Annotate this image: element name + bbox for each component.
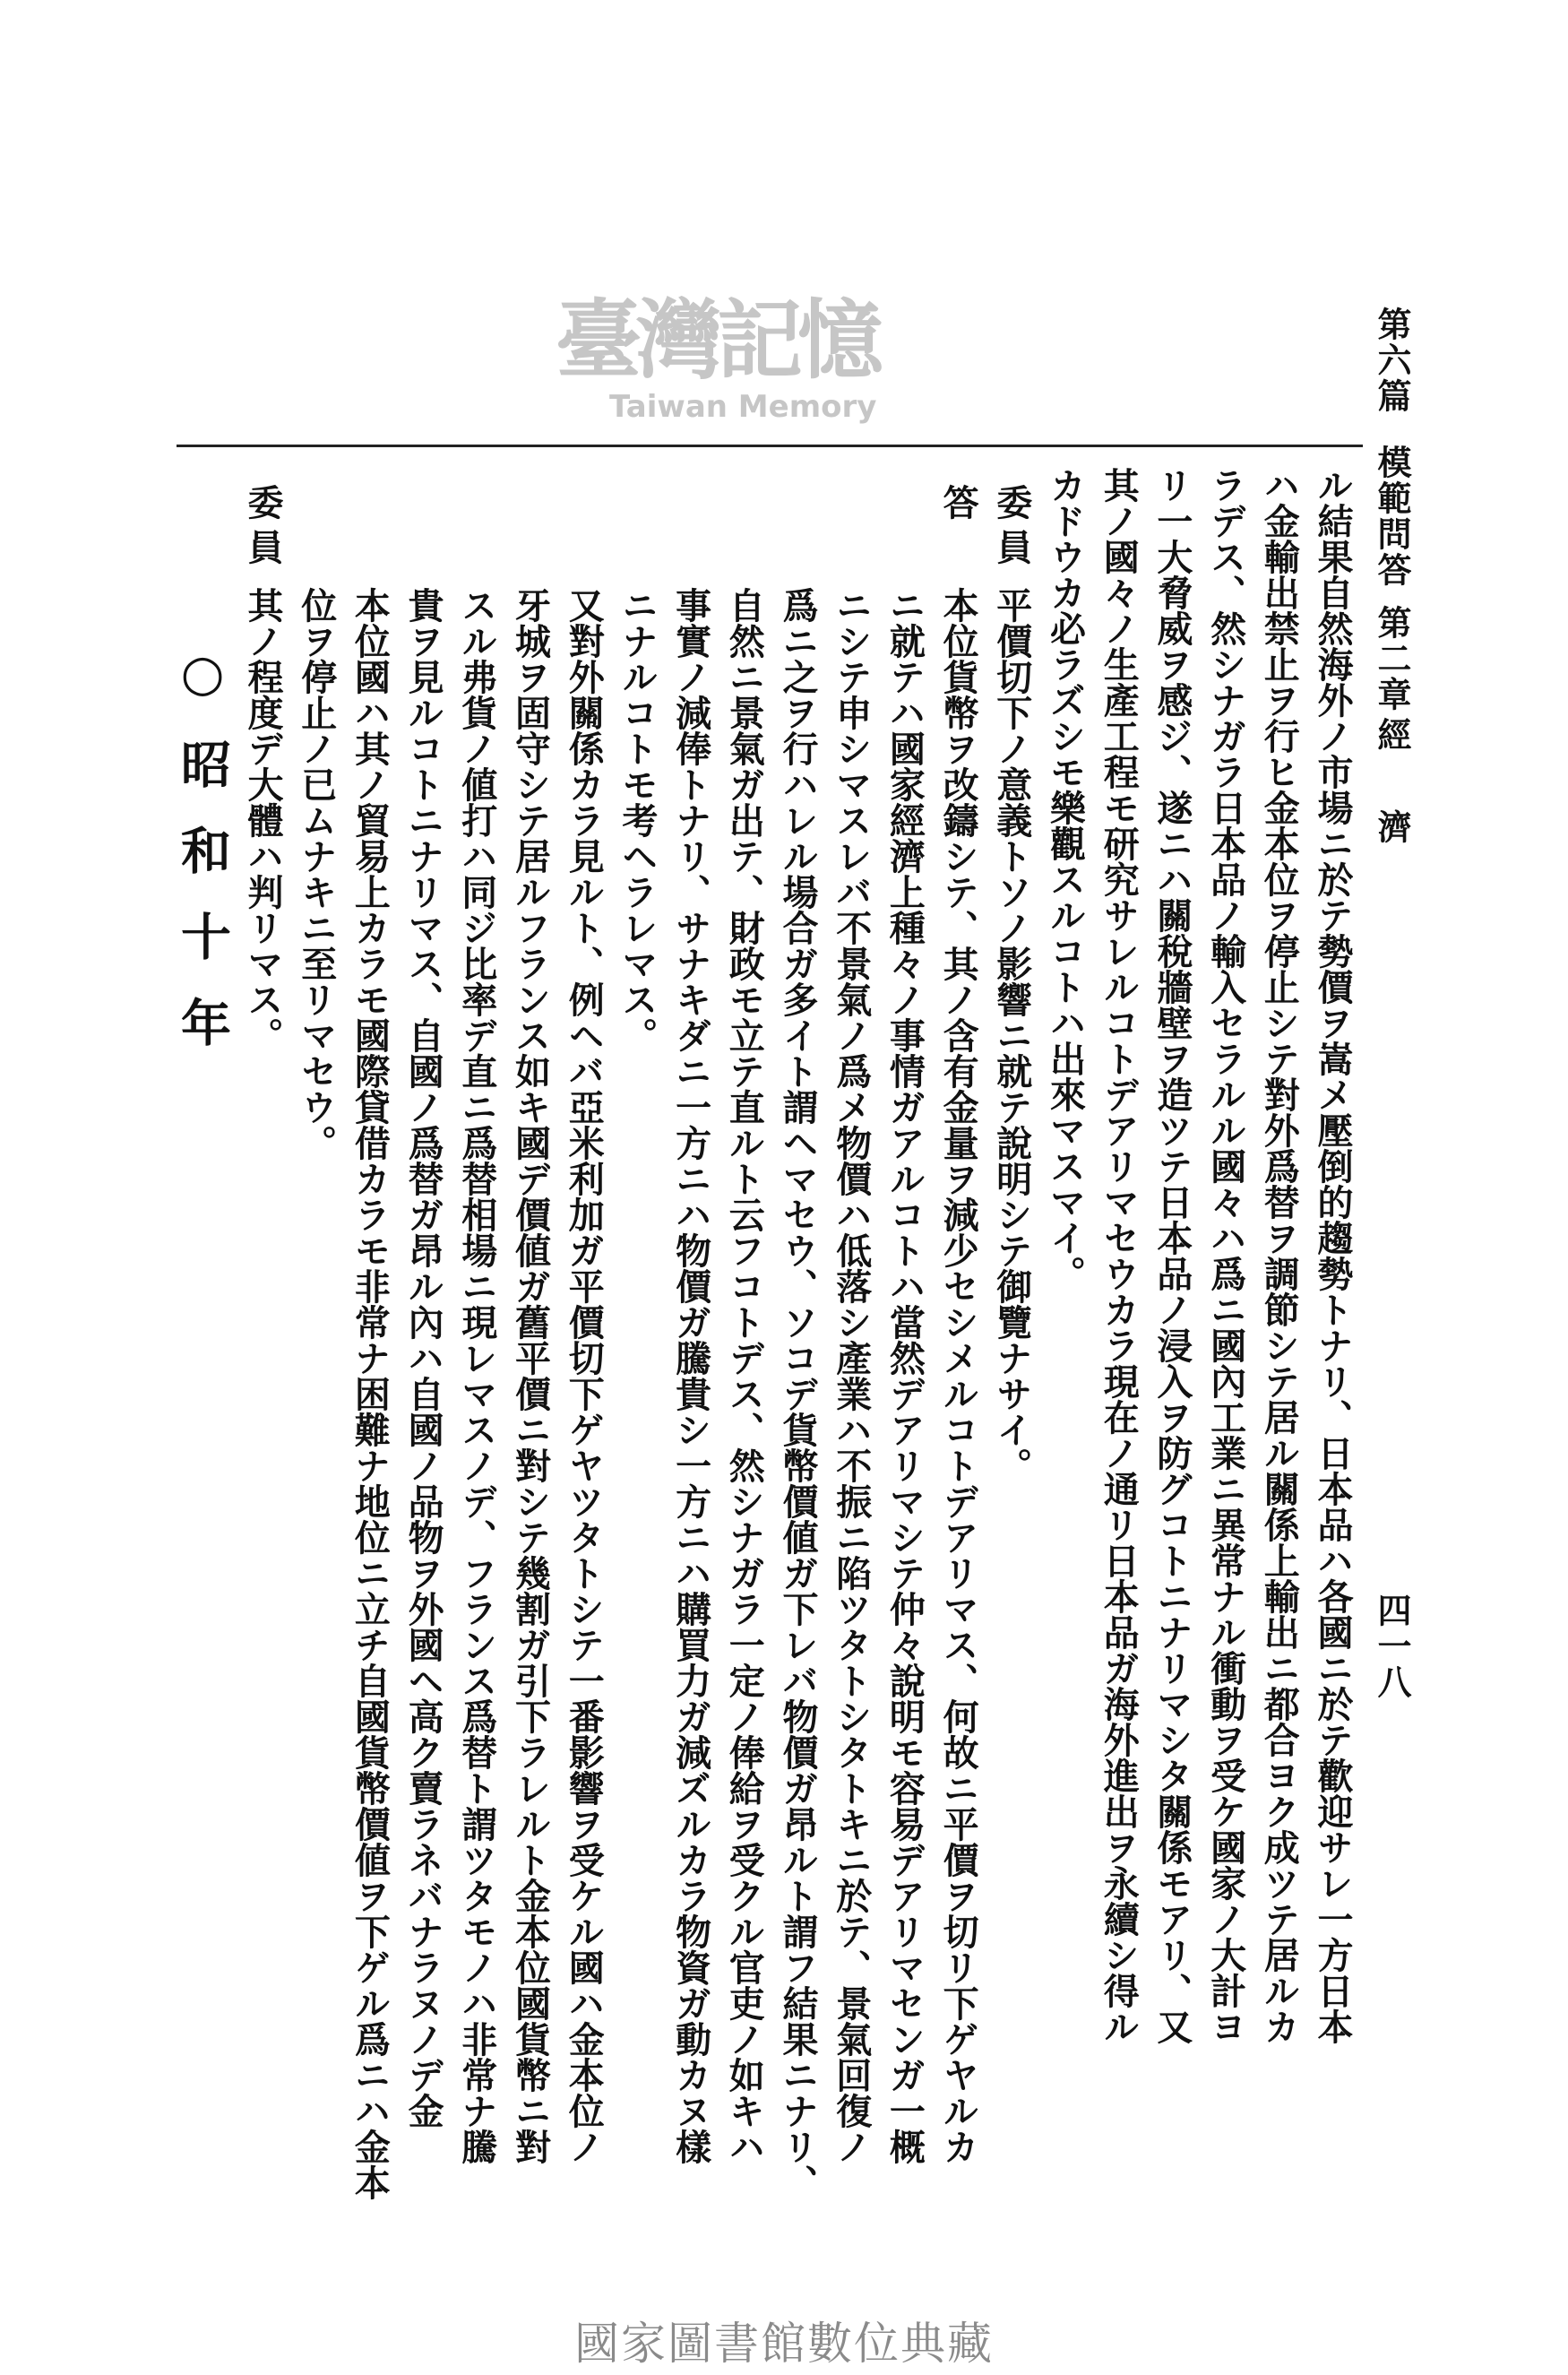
text-column: 事實ノ減俸トナリ、サナキダニ一方ニハ物價ガ騰貴シ一方ニハ購買力ガ減ズルカラ物資ガ動カヌ樣: [669, 587, 712, 2164]
header-topic-1: 經: [1372, 717, 1412, 753]
text-column: 貴ヲ見ルコトニナリマス、自國ノ爲替ガ昂ル內ハ自國ノ品物ヲ外國ヘ高ク賣ラネバナラヌノデ金: [402, 587, 445, 2129]
text-column: 本位國ハ其ノ貿易上カラモ國際貸借カラモ非常ナ困難ナ地位ニ立チ自國貨幣價値ヲ下ゲル爲ニハ金本: [349, 587, 392, 2200]
text-column: ハ金輸出禁止ヲ行ヒ金本位ヲ停止シテ對外爲替ヲ調節シテ居ル關係上輸出ニ都合ヨク成ツテ居ルカ: [1258, 467, 1301, 2044]
text-column: カドウカ必ラズシモ樂觀スルコトハ出來マスマイ。: [1044, 467, 1087, 1291]
logo-en: Taiwan Memory: [609, 389, 877, 425]
text-column: 又對外關係カラ見ルト、例ヘバ亞米利加ガ平價切下ゲヤツタトシテ一番影響ヲ受ケル國ハ金本位ノ: [563, 587, 606, 2164]
text-column: 自然ニ景氣ガ出テ、財政モ立テ直ルト云フコトデス、然シナガラ一定ノ俸給ヲ受クル官吏ノ如キハ: [723, 587, 766, 2164]
text-column: 其ノ程度デ大體ハ判リマス。: [242, 587, 284, 1053]
text-column: ニシテ申シマスレバ不景氣ノ爲メ物價ハ低落シ產業ハ不振ニ陷ツタトシタトキニ於テ、景氣回復ノ: [830, 587, 873, 2164]
logo-cjk: 臺灣記憶: [556, 289, 878, 391]
text-column: スル弗貨ノ値打ハ同ジ比率デ直ニ爲替相場ニ現レマスノデ、フランス爲替ト謂ツタモノハ非常ナ騰: [455, 587, 498, 2164]
text-column: 本位貨幣ヲ改鑄シテ、其ノ含有金量ヲ減少セシメルコトデアリマス、何故ニ平價ヲ切リ下ゲヤルカ: [937, 587, 980, 2164]
speaker-label: 委員: [242, 484, 284, 574]
text-column: 爲ニ之ヲ行ハレル場合ガ多イト謂ヘマセウ、ソコデ貨幣價値ガ下レバ物價ガ昂ルト謂フ結果ニナリ、: [777, 587, 819, 2200]
header-chapter: 第二章: [1372, 605, 1412, 712]
header-topic-2: 濟: [1372, 809, 1412, 845]
speaker-label: 委員: [990, 484, 1033, 574]
text-column: ニナルコトモ考ヘラレマス。: [616, 587, 659, 1053]
speaker-label: 答: [937, 484, 980, 529]
era-heading: ○昭和十年: [173, 643, 232, 1083]
text-column: ニ就テハ國家經濟上種々ノ事情ガアルコトハ當然デアリマシテ仲々說明モ容易デアリマセンガ一概: [883, 587, 926, 2164]
text-column: リ一大脅威ヲ感ジ、遂ニハ關稅牆壁ヲ造ツテ日本品ノ浸入ヲ防グコトニナリマシタ關係モアリ、又: [1150, 467, 1193, 2044]
header-section: 模範問答: [1372, 445, 1412, 588]
text-column: ラデス、然シナガラ日本品ノ輸入セラルル國々ハ爲ニ國內工業ニ異常ナル衝動ヲ受ケ國家ノ大計ヨ: [1204, 467, 1247, 2044]
text-column: 位ヲ停止ノ已ムナキニ至リマセウ。: [295, 587, 338, 1161]
text-column: 其ノ國々ノ生產工程モ研究サレルコトデアリマセウカラ現在ノ通リ日本品ガ海外進出ヲ永續シ得ル: [1098, 467, 1141, 2044]
header-part: 第六篇: [1372, 307, 1412, 414]
page-number: 四一八: [1372, 1593, 1412, 1700]
taiwan-memory-logo-watermark: [556, 289, 932, 430]
footer-watermark: 國家圖書館數位典藏: [574, 2318, 994, 2370]
header-divider: [177, 445, 1363, 447]
text-column: 平價切下ノ意義トソノ影響ニ就テ說明シテ御覽ナサイ。: [990, 587, 1033, 1483]
text-column: ル結果自然海外ノ市場ニ於テ勢價ヲ嵩メ壓倒的趨勢トナリ、日本品ハ各國ニ於テ歡迎サレ一方日本: [1312, 467, 1354, 2044]
text-column: 牙城ヲ固守シテ居ルフランス如キ國デ價値ガ舊平價ニ對シテ幾割ガ引下ラレルト金本位國貨幣ニ對: [509, 587, 552, 2164]
